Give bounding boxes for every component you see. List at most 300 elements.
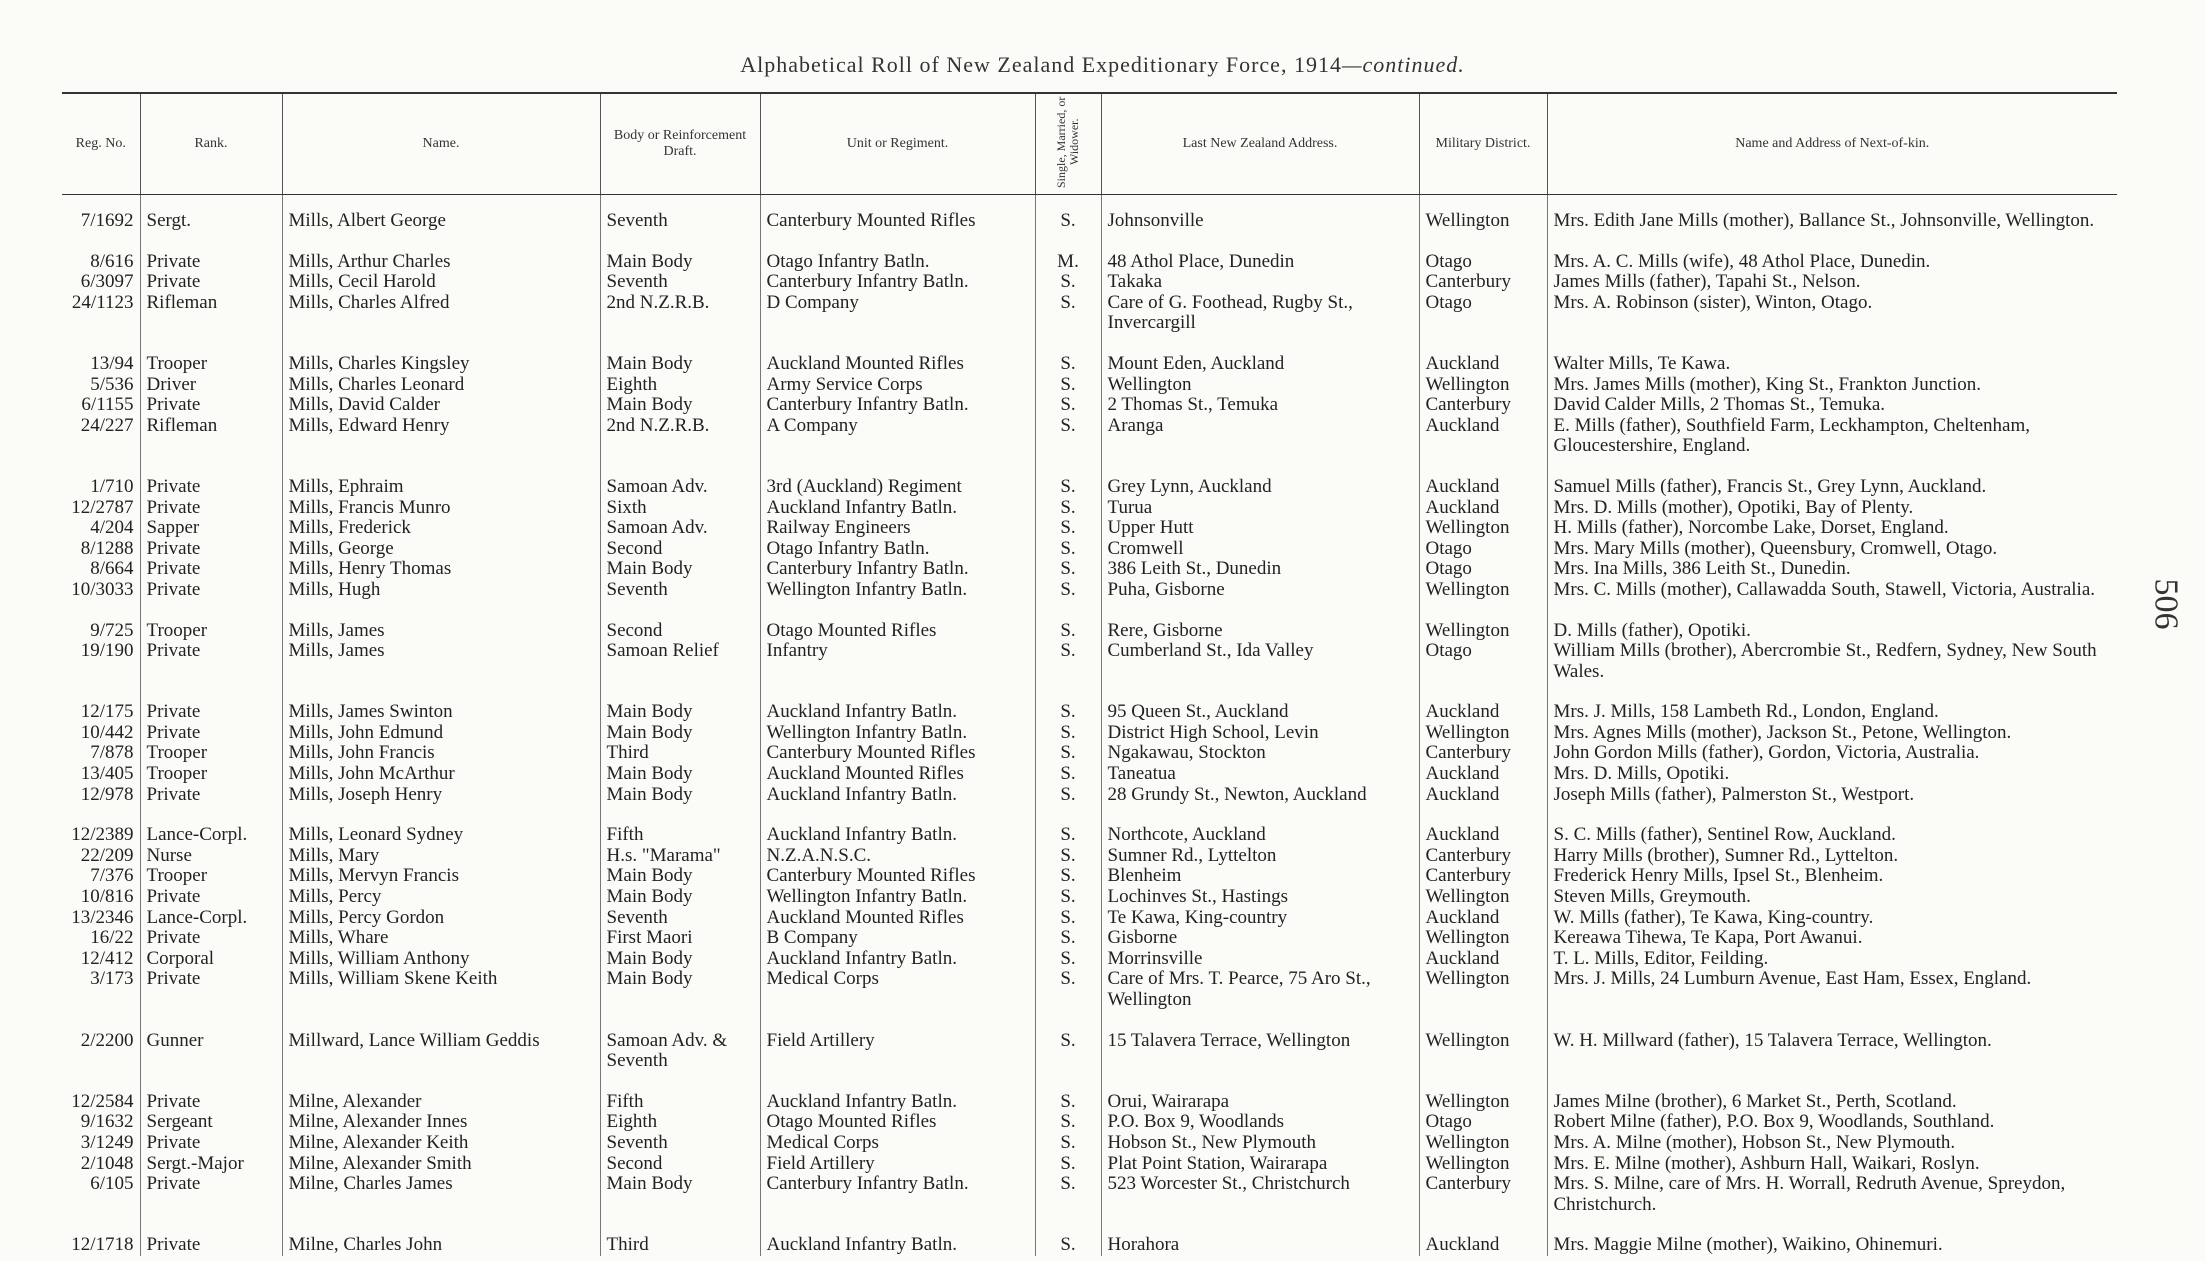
table-row (62, 1112, 2117, 1133)
cell-status: S. (1035, 908, 1101, 929)
cell-name: Mills, Charles Alfred (282, 293, 600, 334)
cell-district: Otago (1419, 232, 1547, 273)
cell-status: S. (1035, 866, 1101, 887)
cell-kin: Kereawa Tihewa, Te Kapa, Port Awanui. (1553, 928, 1863, 949)
cell-name: Mills, Francis Munro (282, 498, 600, 519)
cell-status: S. (1035, 539, 1101, 560)
cell-unit: Auckland Infantry Batln. (760, 805, 1035, 846)
cell-reg: 24/1123 (62, 293, 140, 334)
cell-name: Mills, George (282, 539, 600, 560)
table-row (62, 887, 2117, 908)
cell-district: Wellington (1419, 211, 1547, 232)
cell-address: Upper Hutt (1101, 518, 1419, 539)
cell-body: Third (600, 743, 760, 764)
cell-name: Mills, Leonard Sydney (282, 805, 600, 846)
cell-district: Auckland (1419, 457, 1547, 498)
cell-kin: Mrs. J. Mills, 24 Lumburn Avenue, East Ham, Essex, England. (1553, 969, 2032, 990)
cell-reg: 12/1718 (62, 1215, 140, 1256)
cell-address: Sumner Rd., Lyttelton (1101, 846, 1419, 867)
cell-body: Sixth (600, 498, 760, 519)
cell-address: P.O. Box 9, Woodlands (1101, 1112, 1419, 1133)
cell-kin: John Gordon Mills (father), Gordon, Victoria, Australia. (1553, 743, 1980, 764)
cell-district: Auckland (1419, 785, 1547, 806)
cell-district: Wellington (1419, 1011, 1547, 1072)
cell-rank: Private (140, 641, 282, 682)
cell-name: Millward, Lance William Geddis (282, 1011, 600, 1072)
cell-body: Main Body (600, 1174, 760, 1215)
table-row (62, 641, 2117, 682)
cell-district: Auckland (1419, 682, 1547, 723)
table-row (62, 969, 2117, 1010)
cell-district: Otago (1419, 641, 1547, 682)
table-row (62, 395, 2117, 416)
cell-name: Mills, Mary (282, 846, 600, 867)
cell-status: S. (1035, 272, 1101, 293)
cell-address: Lochinves St., Hastings (1101, 887, 1419, 908)
cell-kin: David Calder Mills, 2 Thomas St., Temuka. (1553, 395, 1885, 416)
cell-name: Mills, William Anthony (282, 949, 600, 970)
cell-status: S. (1035, 1112, 1101, 1133)
cell-kin: Mrs. J. Mills, 158 Lambeth Rd., London, England. (1553, 701, 1939, 723)
cell-status: S. (1035, 211, 1101, 232)
cell-rank: Sapper (140, 518, 282, 539)
cell-status: S. (1035, 1215, 1101, 1256)
cell-name: Mills, Mervyn Francis (282, 866, 600, 887)
table-row (62, 743, 2117, 764)
cell-unit: Auckland Mounted Rifles (760, 908, 1035, 929)
cell-reg: 24/227 (62, 416, 140, 457)
cell-status: S. (1035, 846, 1101, 867)
cell-address: 15 Talavera Terrace, Wellington (1101, 1011, 1419, 1072)
cell-address: Te Kawa, King-country (1101, 908, 1419, 929)
cell-address: Cumberland St., Ida Valley (1101, 641, 1419, 682)
cell-kin: Mrs. D. Mills (mother), Opotiki, Bay of Plenty. (1553, 497, 1914, 518)
cell-body: Samoan Relief (600, 641, 760, 682)
cell-address: Turua (1101, 498, 1419, 519)
cell-unit: Army Service Corps (760, 375, 1035, 396)
cell-address: Hobson St., New Plymouth (1101, 1133, 1419, 1154)
table-row (62, 846, 2117, 867)
table-row (62, 682, 2117, 723)
cell-rank: Private (140, 559, 282, 580)
cell-rank: Lance-Corpl. (140, 908, 282, 929)
cell-status: S. (1035, 375, 1101, 396)
header-name: Name. (282, 93, 600, 195)
cell-district: Canterbury (1419, 743, 1547, 764)
cell-district: Otago (1419, 293, 1547, 334)
cell-address: Morrinsville (1101, 949, 1419, 970)
table-row (62, 1154, 2117, 1175)
cell-reg: 3/1249 (62, 1133, 140, 1154)
cell-body: Seventh (600, 272, 760, 293)
table-row (62, 949, 2117, 970)
cell-district: Otago (1419, 559, 1547, 580)
cell-reg: 8/664 (62, 559, 140, 580)
cell-name: Mills, Ephraim (282, 457, 600, 498)
table-row (62, 1133, 2117, 1154)
cell-unit: Otago Infantry Batln. (760, 539, 1035, 560)
cell-reg: 19/190 (62, 641, 140, 682)
header-reg: Reg. No. (62, 93, 140, 195)
cell-rank: Rifleman (140, 416, 282, 457)
cell-name: Milne, Alexander Innes (282, 1112, 600, 1133)
table-row (62, 785, 2117, 806)
cell-address: 386 Leith St., Dunedin (1101, 559, 1419, 580)
cell-body: Second (600, 601, 760, 642)
cell-status: S. (1035, 1011, 1101, 1072)
cell-reg: 7/1692 (62, 211, 140, 232)
cell-rank: Private (140, 457, 282, 498)
cell-district: Wellington (1419, 601, 1547, 642)
cell-district: Wellington (1419, 723, 1547, 744)
cell-rank: Trooper (140, 743, 282, 764)
cell-district: Canterbury (1419, 846, 1547, 867)
cell-rank: Private (140, 969, 282, 1010)
cell-address: 523 Worcester St., Christchurch (1101, 1174, 1419, 1215)
cell-body: Fifth (600, 805, 760, 846)
cell-name: Mills, James (282, 601, 600, 642)
cell-body: Eighth (600, 1112, 760, 1133)
cell-unit: Infantry (760, 641, 1035, 682)
cell-body: Samoan Adv. & Seventh (600, 1011, 760, 1072)
cell-body: Main Body (600, 764, 760, 785)
cell-kin: S. C. Mills (father), Sentinel Row, Auckland. (1553, 824, 1896, 846)
cell-district: Auckland (1419, 416, 1547, 457)
cell-kin: Mrs. Agnes Mills (mother), Jackson St., Petone, Wellington. (1553, 722, 2012, 743)
cell-kin: Mrs. D. Mills, Opotiki. (1553, 764, 1730, 785)
cell-rank: Private (140, 1215, 282, 1256)
cell-unit: Auckland Infantry Batln. (760, 1215, 1035, 1256)
cell-reg: 16/22 (62, 928, 140, 949)
cell-rank: Private (140, 1174, 282, 1215)
cell-rank: Corporal (140, 949, 282, 970)
cell-name: Mills, Frederick (282, 518, 600, 539)
table-row (62, 293, 2117, 334)
cell-status: S. (1035, 395, 1101, 416)
cell-district: Auckland (1419, 949, 1547, 970)
cell-name: Mills, Arthur Charles (282, 232, 600, 273)
cell-status: S. (1035, 1133, 1101, 1154)
cell-rank: Private (140, 928, 282, 949)
cell-unit: Auckland Mounted Rifles (760, 334, 1035, 375)
cell-reg: 6/105 (62, 1174, 140, 1215)
cell-status: S. (1035, 601, 1101, 642)
cell-district: Wellington (1419, 1072, 1547, 1113)
cell-reg: 2/1048 (62, 1154, 140, 1175)
cell-body: Samoan Adv. (600, 518, 760, 539)
cell-rank: Private (140, 887, 282, 908)
cell-address: Orui, Wairarapa (1101, 1072, 1419, 1113)
cell-kin: Mrs. A. Milne (mother), Hobson St., New Plymouth. (1553, 1132, 1956, 1153)
cell-district: Auckland (1419, 1215, 1547, 1256)
cell-status: S. (1035, 518, 1101, 539)
table-row (62, 211, 2117, 232)
table-row (62, 1072, 2117, 1113)
cell-body: H.s. "Marama" (600, 846, 760, 867)
roll-table (62, 92, 2117, 1256)
cell-body: Main Body (600, 887, 760, 908)
cell-kin: Mrs. Maggie Milne (mother), Waikino, Ohinemuri. (1553, 1234, 1943, 1256)
cell-status: S. (1035, 887, 1101, 908)
table-row (62, 416, 2117, 457)
cell-reg: 9/725 (62, 601, 140, 642)
header-district: Military District. (1419, 93, 1547, 195)
cell-kin: Mrs. Edith Jane Mills (mother), Ballance St., Johnsonville, Wellington. (1553, 211, 2095, 231)
cell-rank: Private (140, 395, 282, 416)
table-row (62, 601, 2117, 642)
cell-status: S. (1035, 498, 1101, 519)
cell-unit: Otago Infantry Batln. (760, 232, 1035, 273)
cell-address: Taneatua (1101, 764, 1419, 785)
cell-reg: 9/1632 (62, 1112, 140, 1133)
cell-district: Otago (1419, 539, 1547, 560)
cell-kin: Mrs. A. Robinson (sister), Winton, Otago. (1553, 292, 1873, 313)
cell-name: Mills, Cecil Harold (282, 272, 600, 293)
cell-reg: 5/536 (62, 375, 140, 396)
table-row (62, 375, 2117, 396)
cell-district: Wellington (1419, 1133, 1547, 1154)
cell-status: S. (1035, 928, 1101, 949)
cell-body: Seventh (600, 211, 760, 232)
cell-body: Fifth (600, 1072, 760, 1113)
cell-reg: 6/1155 (62, 395, 140, 416)
cell-name: Milne, Charles John (282, 1215, 600, 1256)
cell-reg: 12/2584 (62, 1072, 140, 1113)
table-row (62, 908, 2117, 929)
cell-reg: 22/209 (62, 846, 140, 867)
page-title (0, 52, 2205, 78)
cell-rank: Sergeant (140, 1112, 282, 1133)
table-row (62, 1011, 2117, 1072)
cell-address: Care of Mrs. T. Pearce, 75 Aro St., Wellington (1101, 969, 1419, 1010)
cell-district: Auckland (1419, 764, 1547, 785)
cell-body: Main Body (600, 682, 760, 723)
header-row (62, 93, 2117, 195)
cell-name: Mills, William Skene Keith (282, 969, 600, 1010)
cell-body: Samoan Adv. (600, 457, 760, 498)
cell-body: Seventh (600, 908, 760, 929)
header-status (1035, 93, 1101, 195)
header-unit: Unit or Regiment. (760, 93, 1035, 195)
table-row (62, 866, 2117, 887)
cell-reg: 1/710 (62, 457, 140, 498)
cell-kin: D. Mills (father), Opotiki. (1553, 619, 1751, 641)
cell-unit: Railway Engineers (760, 518, 1035, 539)
cell-rank: Private (140, 539, 282, 560)
cell-rank: Private (140, 785, 282, 806)
cell-body: Second (600, 539, 760, 560)
cell-rank: Lance-Corpl. (140, 805, 282, 846)
table-row (62, 928, 2117, 949)
cell-body: First Maori (600, 928, 760, 949)
cell-rank: Private (140, 1133, 282, 1154)
cell-rank: Trooper (140, 866, 282, 887)
cell-district: Auckland (1419, 498, 1547, 519)
cell-reg: 12/2389 (62, 805, 140, 846)
cell-unit: Canterbury Infantry Batln. (760, 1174, 1035, 1215)
header-rank: Rank. (140, 93, 282, 195)
table-row (62, 580, 2117, 601)
cell-body: Seventh (600, 1133, 760, 1154)
cell-reg: 12/412 (62, 949, 140, 970)
roll-body (62, 211, 2117, 1256)
table-row (62, 457, 2117, 498)
cell-body: Main Body (600, 949, 760, 970)
cell-name: Mills, Albert George (282, 211, 600, 232)
cell-rank: Gunner (140, 1011, 282, 1072)
cell-name: Mills, Charles Kingsley (282, 334, 600, 375)
cell-unit: Medical Corps (760, 1133, 1035, 1154)
cell-address: Aranga (1101, 416, 1419, 457)
cell-reg: 8/616 (62, 232, 140, 273)
title-continued: —continued. (1341, 52, 1465, 77)
cell-district: Canterbury (1419, 1174, 1547, 1215)
title-text: Alphabetical Roll of New Zealand Expeditionary Force, 1914 (740, 52, 1342, 77)
cell-status: S. (1035, 457, 1101, 498)
cell-kin: Mrs. S. Milne, care of Mrs. H. Worrall, Redruth Avenue, Spreydon, Christchurch. (1553, 1174, 2066, 1215)
cell-rank: Trooper (140, 334, 282, 375)
cell-body: Seventh (600, 580, 760, 601)
cell-reg: 13/2346 (62, 908, 140, 929)
cell-district: Auckland (1419, 334, 1547, 375)
cell-rank: Private (140, 498, 282, 519)
cell-kin: Steven Mills, Greymouth. (1553, 887, 1751, 908)
cell-reg: 3/173 (62, 969, 140, 1010)
cell-name: Mills, James Swinton (282, 682, 600, 723)
cell-reg: 6/3097 (62, 272, 140, 293)
cell-district: Wellington (1419, 928, 1547, 949)
cell-rank: Driver (140, 375, 282, 396)
cell-rank: Private (140, 232, 282, 273)
cell-name: Milne, Alexander Keith (282, 1133, 600, 1154)
cell-district: Wellington (1419, 375, 1547, 396)
cell-reg: 10/816 (62, 887, 140, 908)
cell-rank: Private (140, 272, 282, 293)
cell-kin: T. L. Mills, Editor, Feilding. (1553, 948, 1769, 969)
table-row (62, 559, 2117, 580)
cell-body: Main Body (600, 969, 760, 1010)
table-row (62, 1215, 2117, 1256)
cell-name: Mills, David Calder (282, 395, 600, 416)
cell-reg: 13/405 (62, 764, 140, 785)
cell-kin: Frederick Henry Mills, Ipsel St., Blenheim. (1553, 866, 1884, 887)
table-row (62, 805, 2117, 846)
cell-reg: 7/376 (62, 866, 140, 887)
cell-name: Mills, Percy (282, 887, 600, 908)
cell-name: Mills, Edward Henry (282, 416, 600, 457)
cell-address: 28 Grundy St., Newton, Auckland (1101, 785, 1419, 806)
cell-reg: 12/978 (62, 785, 140, 806)
cell-status: M. (1035, 232, 1101, 273)
header-spacer (62, 195, 2117, 212)
cell-rank: Nurse (140, 846, 282, 867)
cell-address: Rere, Gisborne (1101, 601, 1419, 642)
cell-address: 48 Athol Place, Dunedin (1101, 232, 1419, 273)
cell-rank: Rifleman (140, 293, 282, 334)
cell-unit: Auckland Infantry Batln. (760, 1072, 1035, 1113)
cell-status: S. (1035, 1174, 1101, 1215)
cell-reg: 10/442 (62, 723, 140, 744)
table-row (62, 334, 2117, 375)
table-row (62, 764, 2117, 785)
cell-kin: W. H. Millward (father), 15 Talavera Terrace, Wellington. (1553, 1029, 1992, 1051)
cell-unit: Wellington Infantry Batln. (760, 887, 1035, 908)
cell-district: Canterbury (1419, 395, 1547, 416)
cell-unit: Otago Mounted Rifles (760, 1112, 1035, 1133)
cell-district: Wellington (1419, 518, 1547, 539)
cell-body: Main Body (600, 723, 760, 744)
cell-address: Care of G. Foothead, Rugby St., Invercargill (1101, 293, 1419, 334)
table-row (62, 272, 2117, 293)
cell-kin: Mrs. Mary Mills (mother), Queensbury, Cromwell, Otago. (1553, 538, 1998, 559)
cell-reg: 13/94 (62, 334, 140, 375)
cell-kin: Samuel Mills (father), Francis St., Grey Lynn, Auckland. (1553, 475, 1987, 497)
cell-reg: 7/878 (62, 743, 140, 764)
page-number: 506 (2147, 578, 2185, 630)
cell-kin: William Mills (brother), Abercrombie St., Redfern, Sydney, New South Wales. (1553, 641, 2097, 682)
cell-kin: E. Mills (father), Southfield Farm, Leckhampton, Cheltenham, Gloucestershire, England. (1553, 415, 2030, 457)
cell-unit: Wellington Infantry Batln. (760, 580, 1035, 601)
cell-name: Mills, Joseph Henry (282, 785, 600, 806)
cell-unit: Auckland Infantry Batln. (760, 785, 1035, 806)
cell-status: S. (1035, 764, 1101, 785)
cell-name: Mills, Percy Gordon (282, 908, 600, 929)
cell-rank: Sergt.-Major (140, 1154, 282, 1175)
cell-body: 2nd N.Z.R.B. (600, 293, 760, 334)
cell-address: Horahora (1101, 1215, 1419, 1256)
cell-rank: Sergt. (140, 211, 282, 232)
cell-status: S. (1035, 743, 1101, 764)
cell-reg: 12/2787 (62, 498, 140, 519)
cell-kin: Joseph Mills (father), Palmerston St., Westport. (1553, 784, 1915, 805)
table-row (62, 723, 2117, 744)
cell-body: Third (600, 1215, 760, 1256)
header-body: Body or Reinforcement Draft. (600, 93, 760, 195)
cell-district: Canterbury (1419, 272, 1547, 293)
cell-district: Auckland (1419, 805, 1547, 846)
cell-status: S. (1035, 1072, 1101, 1113)
cell-status: S. (1035, 334, 1101, 375)
cell-name: Mills, Whare (282, 928, 600, 949)
cell-body: 2nd N.Z.R.B. (600, 416, 760, 457)
cell-unit: Field Artillery (760, 1011, 1035, 1072)
cell-rank: Private (140, 682, 282, 723)
cell-kin: Walter Mills, Te Kawa. (1553, 352, 1731, 374)
cell-rank: Trooper (140, 601, 282, 642)
cell-kin: Mrs. C. Mills (mother), Callawadda South, Stawell, Victoria, Australia. (1553, 579, 2096, 600)
cell-district: Wellington (1419, 1154, 1547, 1175)
cell-name: Mills, Charles Leonard (282, 375, 600, 396)
cell-unit: Medical Corps (760, 969, 1035, 1010)
cell-body: Main Body (600, 395, 760, 416)
cell-name: Mills, John Edmund (282, 723, 600, 744)
table-row (62, 539, 2117, 560)
cell-unit: B Company (760, 928, 1035, 949)
cell-status: S. (1035, 580, 1101, 601)
cell-status: S. (1035, 785, 1101, 806)
cell-body: Second (600, 1154, 760, 1175)
cell-address: District High School, Levin (1101, 723, 1419, 744)
cell-status: S. (1035, 1154, 1101, 1175)
header-kin: Name and Address of Next-of-kin. (1547, 93, 2117, 195)
cell-name: Milne, Alexander Smith (282, 1154, 600, 1175)
cell-kin: James Milne (brother), 6 Market St., Perth, Scotland. (1553, 1090, 1957, 1112)
cell-address: Northcote, Auckland (1101, 805, 1419, 846)
cell-body: Main Body (600, 785, 760, 806)
cell-name: Mills, James (282, 641, 600, 682)
cell-unit: Wellington Infantry Batln. (760, 723, 1035, 744)
cell-unit: A Company (760, 416, 1035, 457)
